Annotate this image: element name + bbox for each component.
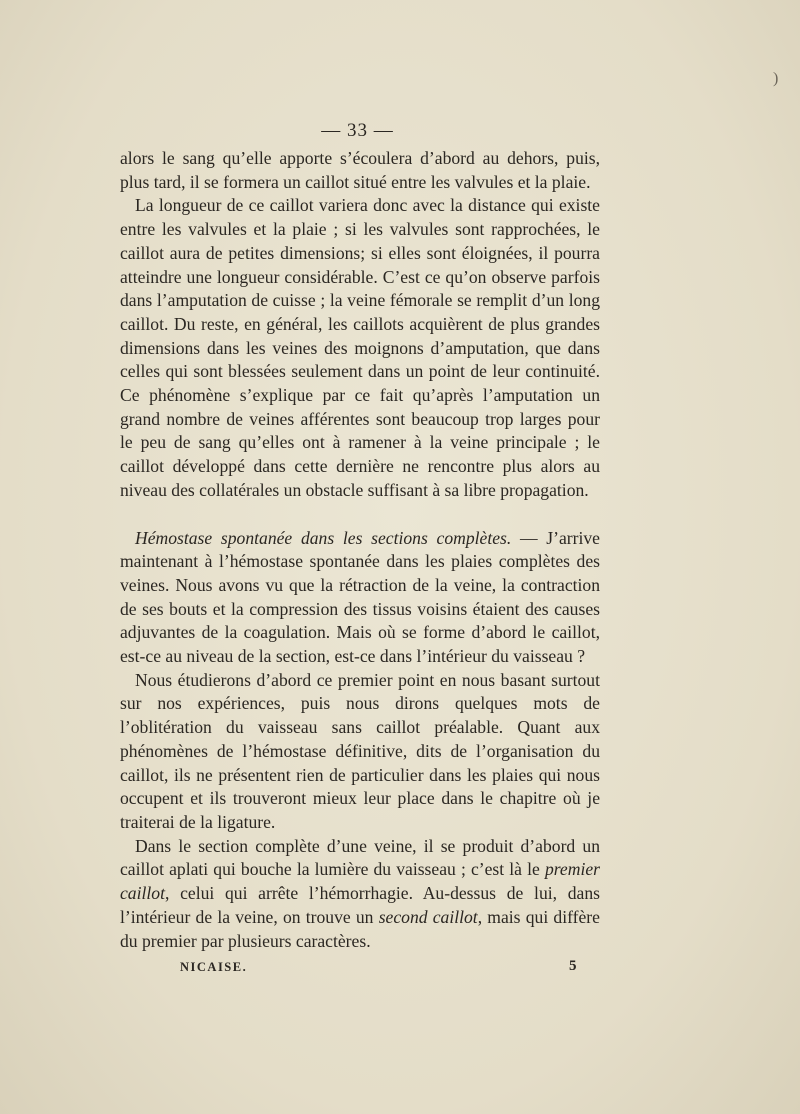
footer-author: NICAISE. [180,960,248,974]
paragraph-3-text: — J’arrive maintenant à l’hémostase spontanée dans les plaies complètes des veines. Nous avons vu que la rétraction de la veine, la contraction de ses bouts et la compression des tissus voisins étaient des causes adjuvantes de la coagulation. Mais où se forme d’abord le caillot, est-ce au niveau de la section, est-ce dans l’intérieur du vaisseau ? [120,527,600,667]
paragraph-5 [120,835,600,954]
emphasis-premier-caillot: premier caillot [120,859,600,904]
edge-mark: ) [773,70,779,87]
paragraph-3 [120,527,600,669]
paragraph-2: La longueur de ce caillot variera donc avec la distance qui existe entre les valvules et la plaie ; si les valvules sont rapprochées, le caillot aura de petites dimensions; si elles sont éloignées, il pourra atteindre une longueur considérable. C’est ce qu’on observe parfois dans l’amputation de cuisse ; la veine fémorale se remplit d’un long caillot. Du reste, en général, les caillots acquièrent de plus grandes dimensions dans les veines des moignons d’amputation, que dans celles qui sont blessées seulement dans un point de leur continuité. Ce phénomène s’explique par ce fait qu’après l’amputation un grand nombre de veines afférentes sont beaucoup trop larges pour le peu de sang qu’elles ont à ramener à la veine principale ; le caillot développé dans cette dernière ne rencontre plus alors au niveau des collatérales un obstacle suffisant à sa libre propagation. [120,195,600,500]
paragraph-5-part-c: , mais qui diffère du premier par plusieurs caractères. [120,906,600,951]
footer-signature: 5 [569,958,577,974]
paragraph-5-part-b: , celui qui arrête l’hémorrhagie. Au-dessus de lui, dans l’intérieur de la veine, on trouve un [120,883,600,927]
emphasis-second-caillot: second caillot [378,906,478,927]
paragraph-4: Nous étudierons d’abord ce premier point en nous basant surtout sur nos expériences, puis nous dirons quelques mots de l’oblitération du vaisseau sans caillot préalable. Quant aux phénomènes de l’hémostase définitive, dits de l’organisation du caillot, ils ne présentent rien de particulier dans les plaies qui nous occupent et ils trouveront mieux leur place dans le chapitre où je traiterai de la ligature. [120,669,600,832]
page-number: — 33 — [321,120,394,141]
section-heading: Hémostase spontanée dans les sections complètes. [135,527,512,548]
paragraph-5-part-a: Dans le section complète d’une veine, il se produit d’abord un caillot aplati qui bouche la lumière du vaisseau ; c’est là le [120,835,600,880]
body-text [120,147,600,953]
paragraph-1: alors le sang qu’elle apporte s’écoulera d’abord au dehors, puis, plus tard, il se formera un caillot situé entre les valvules et la plaie. [120,148,600,192]
